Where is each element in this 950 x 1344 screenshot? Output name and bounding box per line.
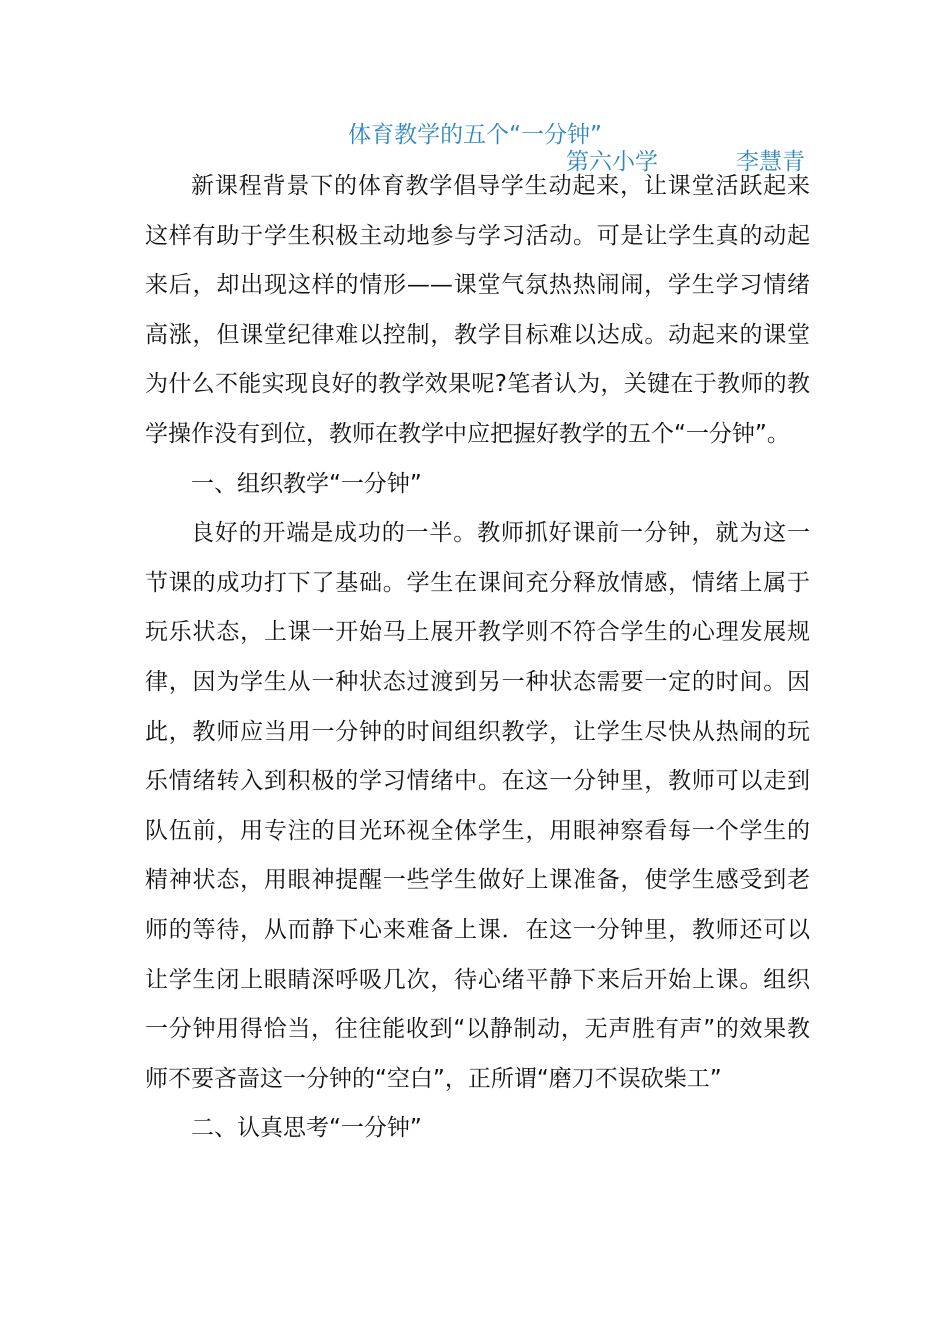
section-heading-1: 一、组织教学“一分钟”	[191, 470, 422, 497]
author-name: 李慧青	[736, 149, 805, 175]
document-body	[145, 162, 810, 1154]
section-heading-2: 二、认真思考“一分钟”	[191, 1115, 422, 1142]
section-1-paragraph: 良好的开端是成功的一半。教师抓好课前一分钟，就为这一节课的成功打下了基础。学生在课间充分释放情感，情绪上属于玩乐状态，上课一开始马上展开教学则不符合学生的心理发展规律，因为学生从一种状态过渡到另一种状态需要一定的时间。因此，教师应当用一分钟的时间组织教学，让学生尽快从热闹的玩乐情绪转入到积极的学习情绪中。在这一分钟里，教师可以走到队伍前，用专注的目光环视全体学生，用眼神察看每一个学生的精神状态，用眼神提醒一些学生做好上课准备，使学生感受到老师的等待，从而静下心来难备上课．在这一分钟里，教师还可以让学生闭上眼睛深呼吸几次，待心绪平静下来后开始上课。组织一分钟用得恰当，往往能收到“以静制动，无声胜有声”的效果教师不要吝啬这一分钟的“空白”，正所谓“磨刀不误砍柴工”	[145, 520, 810, 1092]
author-school: 第六小学	[566, 149, 658, 175]
document-title: 体育教学的五个“一分钟”	[348, 122, 602, 148]
intro-paragraph: 新课程背景下的体育教学倡导学生动起来，让课堂活跃起来这样有助于学生积极主动地参与学习活动。可是让学生真的动起来后，却出现这样的情形——课堂气氛热热闹闹，学生学习情绪高涨，但课堂纪律难以控制，教学目标难以达成。动起来的课堂为什么不能实现良好的教学效果呢?笔者认为，关键在于教师的教学操作没有到位，教师在教学中应把握好教学的五个“一分钟”。	[145, 173, 810, 447]
